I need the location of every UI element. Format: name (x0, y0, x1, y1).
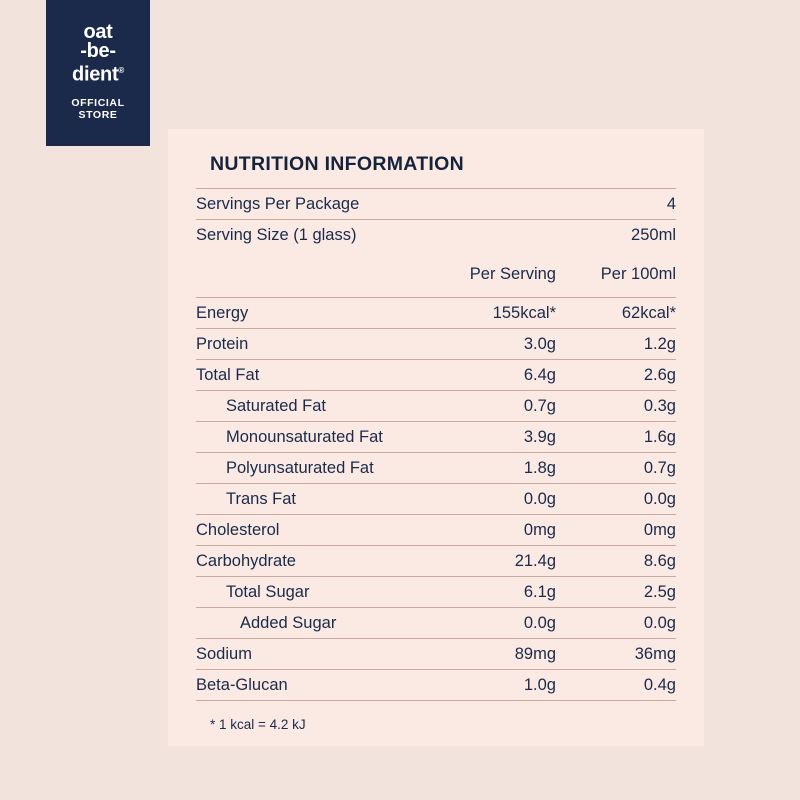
row-value-per-100ml: 8.6g (556, 546, 676, 577)
row-label: Trans Fat (196, 484, 436, 515)
row-value-per-100ml: 0.3g (556, 391, 676, 422)
table-row-serving-size (196, 220, 676, 251)
column-header-per-serving: Per Serving (469, 265, 556, 283)
table-row (196, 484, 676, 515)
row-label: Servings Per Package (196, 189, 436, 220)
table-row (196, 391, 676, 422)
row-label: Saturated Fat (196, 391, 436, 422)
table-row (196, 577, 676, 608)
row-label: Beta-Glucan (196, 670, 436, 701)
table-row (196, 546, 676, 577)
row-label: Monounsaturated Fat (196, 422, 436, 453)
nutrition-table (196, 188, 676, 700)
row-value-per-100ml: 2.5g (556, 577, 676, 608)
table-row (196, 298, 676, 329)
table-row (196, 360, 676, 391)
table-row (196, 515, 676, 546)
table-row (196, 670, 676, 701)
row-label: Carbohydrate (196, 546, 436, 577)
row-value-spacer (436, 189, 556, 220)
page-title: NUTRITION INFORMATION (210, 153, 464, 175)
row-label: Added Sugar (196, 608, 436, 639)
table-row-servings-per-package (196, 189, 676, 220)
row-value-per-100ml: 0.7g (556, 453, 676, 484)
row-label: Sodium (196, 639, 436, 670)
row-value-per-serving: 0mg (436, 515, 556, 546)
row-value-per-100ml: 36mg (556, 639, 676, 670)
table-row (196, 608, 676, 639)
row-label: Serving Size (1 glass) (196, 220, 436, 251)
row-label: Polyunsaturated Fat (196, 453, 436, 484)
row-label: Total Sugar (196, 577, 436, 608)
row-value-per-100ml: 0.0g (556, 484, 676, 515)
row-value-per-100ml: 0.0g (556, 608, 676, 639)
registered-trademark-icon: ® (118, 66, 124, 75)
row-value-per-100ml: 62kcal* (556, 298, 676, 329)
row-value-spacer (436, 220, 556, 251)
row-value-per-serving: 21.4g (436, 546, 556, 577)
row-value-per-100ml: 2.6g (556, 360, 676, 391)
row-value-per-serving: 1.8g (436, 453, 556, 484)
table-row (196, 639, 676, 670)
row-value-per-100ml: 0.4g (556, 670, 676, 701)
official-store-line-2: STORE (78, 108, 118, 121)
brand-line-3 (72, 61, 124, 85)
column-header-per-100ml: Per 100ml (600, 265, 676, 283)
row-value-per-serving: 0.0g (436, 608, 556, 639)
row-label: Protein (196, 329, 436, 360)
table-header-row (196, 250, 676, 298)
row-label: Energy (196, 298, 436, 329)
row-value: 4 (556, 189, 676, 220)
row-value-per-100ml: 0mg (556, 515, 676, 546)
footnote: * 1 kcal = 4.2 kJ (210, 717, 306, 732)
table-row (196, 453, 676, 484)
row-value-per-serving: 3.0g (436, 329, 556, 360)
brand-badge (46, 0, 150, 146)
column-header-label (196, 250, 436, 298)
row-value-per-100ml: 1.6g (556, 422, 676, 453)
table-row (196, 329, 676, 360)
row-value-per-serving: 0.7g (436, 391, 556, 422)
row-value: 250ml (556, 220, 676, 251)
brand-line-2: -be- (80, 40, 116, 62)
brand-line-1: oat (83, 21, 113, 43)
row-value-per-serving: 0.0g (436, 484, 556, 515)
nutrition-information-panel (168, 129, 704, 746)
row-value-per-serving: 3.9g (436, 422, 556, 453)
row-value-per-serving: 6.1g (436, 577, 556, 608)
row-value-per-serving: 89mg (436, 639, 556, 670)
row-value-per-serving: 155kcal* (436, 298, 556, 329)
row-value-per-serving: 6.4g (436, 360, 556, 391)
row-value-per-100ml: 1.2g (556, 329, 676, 360)
table-row (196, 422, 676, 453)
row-label: Cholesterol (196, 515, 436, 546)
row-value-per-serving: 1.0g (436, 670, 556, 701)
row-label: Total Fat (196, 360, 436, 391)
table-bottom-divider (196, 700, 676, 701)
brand-line-3-text: dient (72, 63, 119, 86)
official-store-label (71, 97, 124, 121)
official-store-line-1: OFFICIAL (71, 96, 125, 109)
